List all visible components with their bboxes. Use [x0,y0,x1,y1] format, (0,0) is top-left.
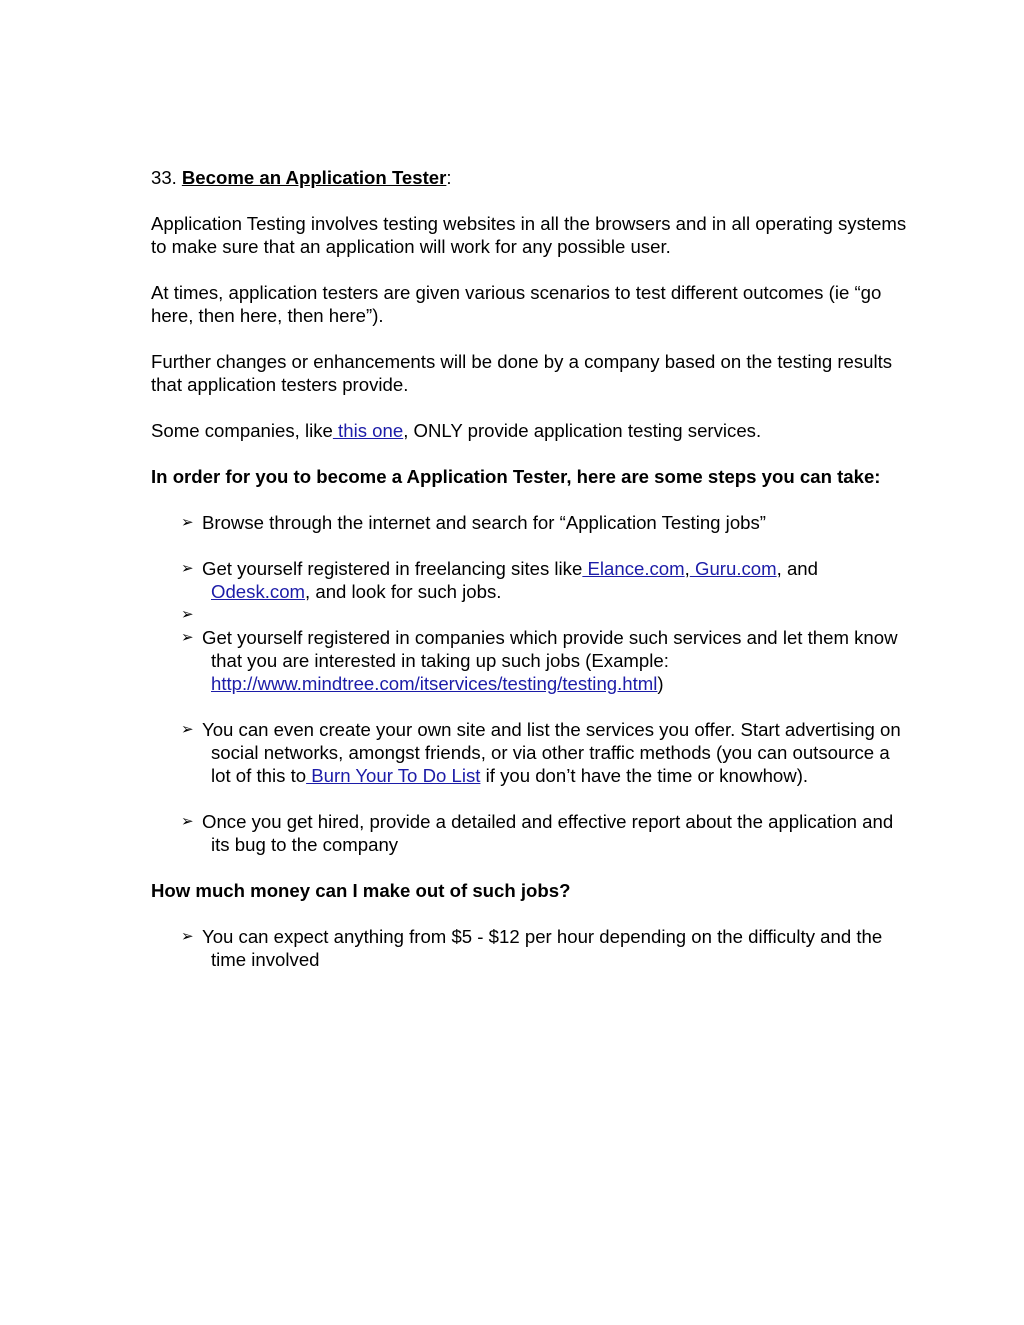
arrow-bullet-icon: ➢ [181,605,194,623]
money-list [151,925,911,971]
list-item [151,626,911,695]
bullet-text: You can expect anything from $5 - $12 per hour depending on the difficulty and the time involved [202,926,883,970]
own-site-text: You can even create your own site and list the services you offer. Start advertising on social networks, amongst friends, or via other traffic methods (you can outsource a lot of this to [202,719,901,786]
paragraph-changes: Further changes or enhancements will be done by a company based on the testing results that application testers provide. [151,351,893,395]
section-colon: : [446,167,452,188]
list-item-empty [151,603,911,626]
companies-text-before: Some companies, like [151,420,333,441]
bullet-text: Browse through the internet and search for “Application Testing jobs” [202,512,766,533]
steps-heading: In order for you to become a Application Tester, here are some steps you can take: [151,466,881,487]
section-number: 33. [151,167,177,188]
paragraph-definition: Application Testing involves testing websites in all the browsers and in all operating systems to make sure that an application will work for any possible user. [151,213,907,257]
this-one-link[interactable]: this one [332,420,404,441]
bullet-text [202,557,911,603]
section-title: Become an Application Tester [181,167,447,188]
arrow-bullet-icon: ➢ [181,927,194,945]
steps-list [151,511,911,856]
odesk-link[interactable]: Odesk.com [211,581,306,602]
burn-your-to-do-list-link[interactable]: Burn Your To Do List [306,765,481,786]
elance-link[interactable]: Elance.com [582,558,685,579]
money-heading: How much money can I make out of such jobs? [151,880,571,901]
list-item [151,925,911,971]
bullet-text [202,718,911,787]
arrow-bullet-icon: ➢ [181,812,194,830]
list-item [151,511,911,534]
mindtree-link[interactable]: http://www.mindtree.com/itservices/testing/testing.html [211,673,658,694]
arrow-bullet-icon: ➢ [181,513,194,531]
arrow-bullet-icon: ➢ [181,559,194,577]
section-heading [151,166,911,189]
freelance-text-mid: , and [776,558,818,579]
arrow-bullet-icon: ➢ [181,720,194,738]
list-item [151,810,911,856]
arrow-bullet-icon: ➢ [181,628,194,646]
list-item [151,557,911,603]
companies-register-text: Get yourself registered in companies which provide such services and let them know that you are interested in taking up such jobs (Example: [202,627,898,671]
companies-register-after: ) [657,673,664,694]
paragraph-scenarios: At times, application testers are given various scenarios to test different outcomes (ie “go here, then here, then here”). [151,282,882,326]
freelance-text-after: , and look for such jobs. [305,581,502,602]
companies-text-after: , ONLY provide application testing services. [403,420,762,441]
bullet-text [202,626,911,695]
guru-link[interactable]: Guru.com [689,558,777,579]
own-site-after: if you don’t have the time or knowhow). [480,765,809,786]
list-item [151,718,911,787]
paragraph-companies [151,419,911,442]
freelance-sep: , [684,558,690,579]
freelance-text-before: Get yourself registered in freelancing sites like [202,558,583,579]
document-page [151,166,911,994]
bullet-text: Once you get hired, provide a detailed and effective report about the application and its bug to the company [202,811,894,855]
